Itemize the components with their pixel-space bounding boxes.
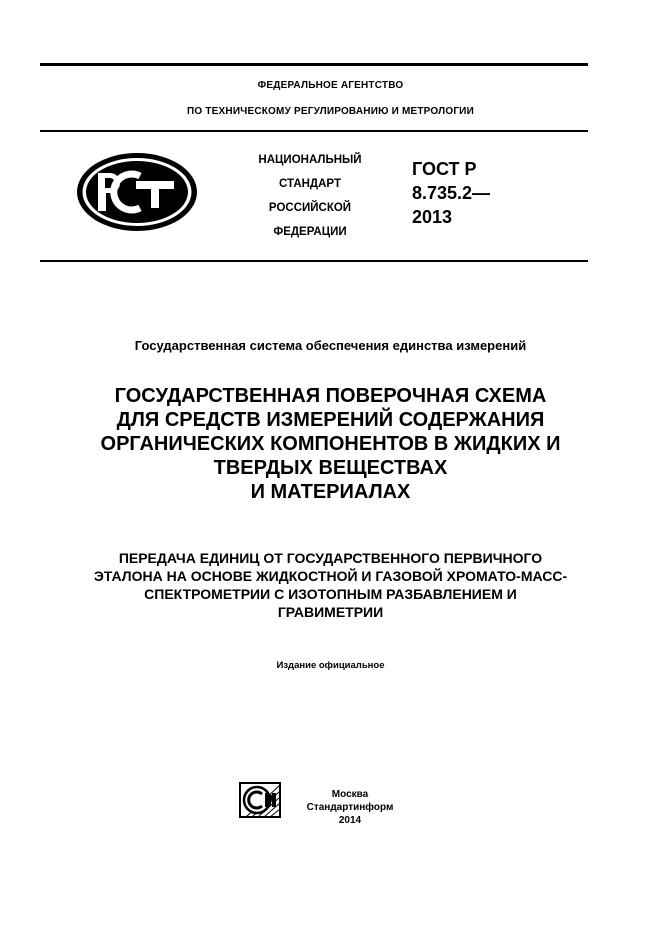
title-line-3: ОРГАНИЧЕСКИХ КОМПОНЕНТОВ В ЖИДКИХ И: [100, 433, 561, 455]
publisher-name: Стандартинформ: [306, 802, 394, 813]
standartinform-logo-icon: [238, 781, 282, 819]
standard-number: [412, 157, 490, 229]
document-title: [0, 384, 661, 504]
edition-label: Издание официальное: [276, 660, 385, 671]
subtitle-line-3: СПЕКТРОМЕТРИИ С ИЗОТОПНЫМ РАЗБАВЛЕНИЕМ И: [144, 586, 517, 602]
title-line-4: ТВЕРДЫХ ВЕЩЕСТВАХ: [213, 457, 448, 479]
title-line-1: ГОСУДАРСТВЕННАЯ ПОВЕРОЧНАЯ СХЕМА: [114, 385, 547, 407]
standard-type-line-1: НАЦИОНАЛЬНЫЙ: [258, 154, 362, 166]
document-subtitle: [0, 549, 661, 621]
standard-type-line-2: СТАНДАРТ: [279, 178, 341, 190]
series-title: Государственная система обеспечения единства измерений: [134, 338, 527, 353]
subtitle-line-2: ЭТАЛОНА НА ОСНОВЕ ЖИДКОСТНОЙ И ГАЗОВОЙ ХРОМАТО-МАСС-: [93, 568, 568, 584]
agency-line-2: ПО ТЕХНИЧЕСКОМУ РЕГУЛИРОВАНИЮ И МЕТРОЛОГИИ: [187, 106, 474, 117]
standard-type-line-4: ФЕДЕРАЦИИ: [273, 226, 347, 238]
agency-line-1: ФЕДЕРАЛЬНОЕ АГЕНТСТВО: [257, 80, 404, 91]
publisher-imprint: [290, 788, 410, 827]
title-line-5: И МАТЕРИАЛАХ: [250, 481, 411, 503]
standard-number-line-3: 2013: [412, 207, 453, 227]
header-rule: [40, 130, 588, 132]
title-line-2: ДЛЯ СРЕДСТВ ИЗМЕРЕНИЙ СОДЕРЖАНИЯ: [116, 409, 545, 431]
standard-type-line-3: РОССИЙСКОЙ: [268, 202, 352, 214]
standard-number-line-1: ГОСТ Р: [412, 159, 477, 179]
gost-r-emblem-icon: [74, 150, 200, 234]
masthead-bottom-rule: [40, 260, 588, 262]
standard-number-line-2: 8.735.2—: [412, 183, 491, 203]
subtitle-line-1: ПЕРЕДАЧА ЕДИНИЦ ОТ ГОСУДАРСТВЕННОГО ПЕРВИЧНОГО: [118, 550, 543, 566]
publication-year: 2014: [338, 815, 362, 826]
subtitle-line-4: ГРАВИМЕТРИИ: [277, 604, 384, 620]
top-rule: [40, 63, 588, 66]
standard-type: [230, 148, 390, 244]
publisher-city: Москва: [331, 789, 369, 800]
